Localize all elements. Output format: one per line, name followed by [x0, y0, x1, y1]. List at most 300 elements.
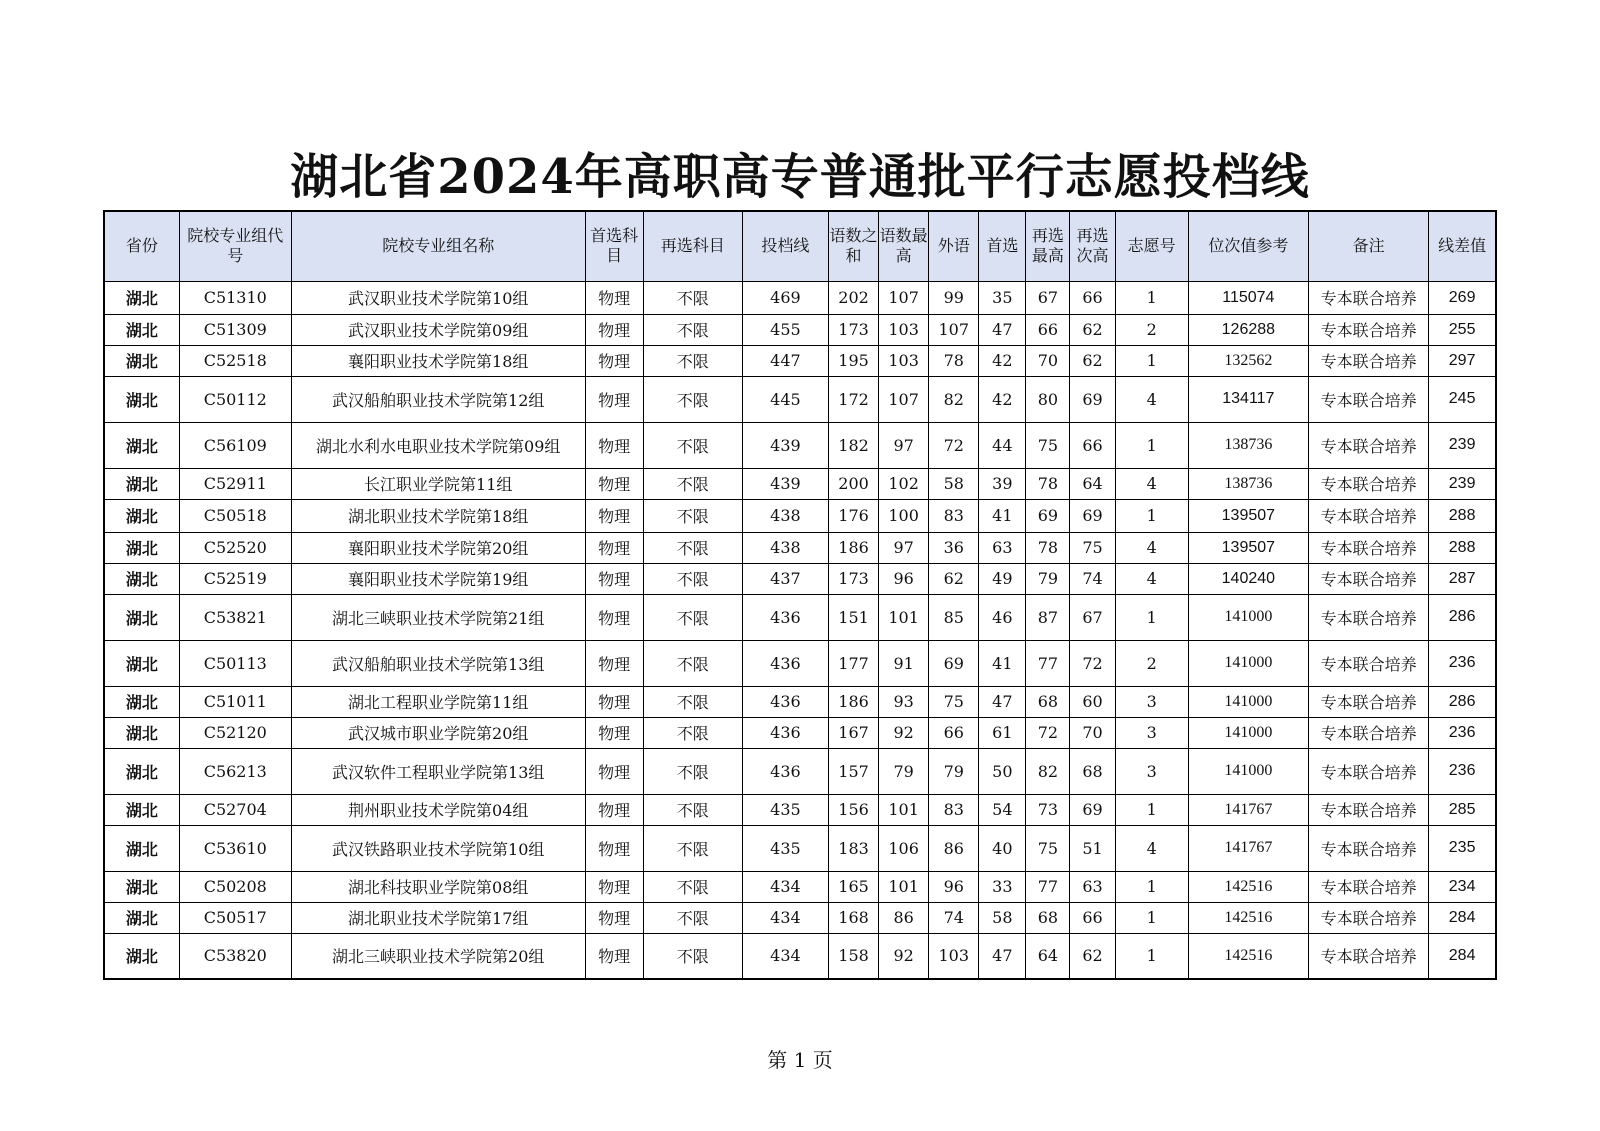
cell-chinese-math-max: 103: [879, 345, 929, 376]
cell-first-choice: 50: [979, 748, 1026, 794]
cell-reselect-max: 64: [1026, 933, 1070, 979]
cell-province: 湖北: [104, 825, 179, 871]
table-row: [104, 422, 1496, 468]
cell-first-choice: 63: [979, 532, 1026, 563]
cell-remark: 专本联合培养: [1308, 422, 1428, 468]
cell-second-subject: 不限: [643, 281, 742, 314]
cell-foreign-language: 66: [929, 717, 979, 748]
cell-code: C56213: [179, 748, 291, 794]
cell-wish-no: 3: [1115, 748, 1188, 794]
cell-rank-ref: 141000: [1188, 594, 1308, 640]
cell-reselect-max: 73: [1026, 794, 1070, 825]
cell-reselect-second: 69: [1070, 376, 1115, 422]
cell-wish-no: 2: [1115, 640, 1188, 686]
cell-reselect-max: 77: [1026, 871, 1070, 902]
cell-chinese-math-sum: 151: [829, 594, 879, 640]
cell-first-choice: 58: [979, 902, 1026, 933]
cell-first-choice: 35: [979, 281, 1026, 314]
cell-chinese-math-sum: 168: [829, 902, 879, 933]
cell-line-diff: 255: [1429, 314, 1496, 345]
cell-code: C50518: [179, 499, 291, 532]
table-header: [104, 211, 1496, 281]
cell-foreign-language: 62: [929, 563, 979, 594]
cell-rank-ref: 139507: [1188, 532, 1308, 563]
cell-remark: 专本联合培养: [1308, 499, 1428, 532]
cell-name: 武汉城市职业学院第20组: [291, 717, 585, 748]
cell-remark: 专本联合培养: [1308, 825, 1428, 871]
cell-foreign-language: 79: [929, 748, 979, 794]
cell-rank-ref: 138736: [1188, 422, 1308, 468]
cell-name: 湖北工程职业学院第11组: [291, 686, 585, 717]
cell-second-subject: 不限: [643, 563, 742, 594]
cell-remark: 专本联合培养: [1308, 468, 1428, 499]
header-remark: 备注: [1308, 211, 1428, 281]
cell-score-line: 436: [742, 594, 828, 640]
cell-reselect-max: 77: [1026, 640, 1070, 686]
cell-remark: 专本联合培养: [1308, 563, 1428, 594]
cell-reselect-max: 78: [1026, 532, 1070, 563]
table-row: [104, 345, 1496, 376]
cell-chinese-math-max: 101: [879, 871, 929, 902]
cell-rank-ref: 142516: [1188, 933, 1308, 979]
table-row: [104, 871, 1496, 902]
cell-name: 武汉软件工程职业学院第13组: [291, 748, 585, 794]
cell-province: 湖北: [104, 748, 179, 794]
cell-second-subject: 不限: [643, 825, 742, 871]
cell-code: C52704: [179, 794, 291, 825]
cell-first-subject: 物理: [585, 640, 643, 686]
cell-foreign-language: 107: [929, 314, 979, 345]
cell-line-diff: 287: [1429, 563, 1496, 594]
cell-remark: 专本联合培养: [1308, 376, 1428, 422]
cell-reselect-second: 68: [1070, 748, 1115, 794]
cell-score-line: 469: [742, 281, 828, 314]
cell-name: 湖北三峡职业技术学院第21组: [291, 594, 585, 640]
cell-first-choice: 49: [979, 563, 1026, 594]
cell-line-diff: 286: [1429, 594, 1496, 640]
cell-second-subject: 不限: [643, 594, 742, 640]
cell-rank-ref: 132562: [1188, 345, 1308, 376]
cell-chinese-math-sum: 167: [829, 717, 879, 748]
cell-reselect-max: 82: [1026, 748, 1070, 794]
header-chinese-math-sum: 语数之和: [829, 211, 879, 281]
cell-first-choice: 61: [979, 717, 1026, 748]
cell-chinese-math-sum: 182: [829, 422, 879, 468]
cell-wish-no: 4: [1115, 376, 1188, 422]
cell-reselect-second: 70: [1070, 717, 1115, 748]
cell-score-line: 435: [742, 794, 828, 825]
cell-first-subject: 物理: [585, 594, 643, 640]
cell-chinese-math-max: 101: [879, 794, 929, 825]
cell-reselect-max: 75: [1026, 422, 1070, 468]
cell-first-subject: 物理: [585, 281, 643, 314]
cell-name: 武汉铁路职业技术学院第10组: [291, 825, 585, 871]
page-number: 第 1 页: [767, 1048, 833, 1072]
table-row: [104, 594, 1496, 640]
cell-province: 湖北: [104, 499, 179, 532]
cell-name: 武汉职业技术学院第10组: [291, 281, 585, 314]
cell-first-choice: 41: [979, 499, 1026, 532]
cell-code: C51011: [179, 686, 291, 717]
table-row: [104, 468, 1496, 499]
cell-code: C53821: [179, 594, 291, 640]
cell-first-subject: 物理: [585, 468, 643, 499]
cell-second-subject: 不限: [643, 640, 742, 686]
cell-first-choice: 42: [979, 376, 1026, 422]
cell-chinese-math-sum: 183: [829, 825, 879, 871]
header-foreign-language: 外语: [929, 211, 979, 281]
cell-first-subject: 物理: [585, 748, 643, 794]
cell-line-diff: 236: [1429, 748, 1496, 794]
cell-score-line: 434: [742, 933, 828, 979]
cell-rank-ref: 142516: [1188, 871, 1308, 902]
cell-name: 湖北水利水电职业技术学院第09组: [291, 422, 585, 468]
cell-foreign-language: 58: [929, 468, 979, 499]
cell-score-line: 439: [742, 468, 828, 499]
cell-line-diff: 239: [1429, 422, 1496, 468]
cell-foreign-language: 69: [929, 640, 979, 686]
cell-first-subject: 物理: [585, 376, 643, 422]
cell-code: C53820: [179, 933, 291, 979]
cell-reselect-second: 63: [1070, 871, 1115, 902]
cell-first-subject: 物理: [585, 825, 643, 871]
cell-score-line: 436: [742, 640, 828, 686]
cell-chinese-math-max: 97: [879, 532, 929, 563]
cell-wish-no: 1: [1115, 794, 1188, 825]
header-second-subject: 再选科目: [643, 211, 742, 281]
cell-rank-ref: 141000: [1188, 717, 1308, 748]
cell-rank-ref: 139507: [1188, 499, 1308, 532]
cell-line-diff: 236: [1429, 717, 1496, 748]
cell-first-subject: 物理: [585, 717, 643, 748]
cell-code: C52911: [179, 468, 291, 499]
cell-province: 湖北: [104, 902, 179, 933]
cell-foreign-language: 85: [929, 594, 979, 640]
cell-second-subject: 不限: [643, 422, 742, 468]
cell-wish-no: 1: [1115, 594, 1188, 640]
cell-line-diff: 288: [1429, 532, 1496, 563]
cell-second-subject: 不限: [643, 902, 742, 933]
cell-remark: 专本联合培养: [1308, 594, 1428, 640]
cell-reselect-max: 68: [1026, 686, 1070, 717]
cell-reselect-second: 69: [1070, 794, 1115, 825]
cell-chinese-math-max: 92: [879, 717, 929, 748]
cell-remark: 专本联合培养: [1308, 640, 1428, 686]
cell-rank-ref: 142516: [1188, 902, 1308, 933]
cell-second-subject: 不限: [643, 532, 742, 563]
cell-second-subject: 不限: [643, 376, 742, 422]
cell-chinese-math-max: 79: [879, 748, 929, 794]
cell-rank-ref: 115074: [1188, 281, 1308, 314]
cell-rank-ref: 141000: [1188, 640, 1308, 686]
cell-code: C51310: [179, 281, 291, 314]
cell-code: C53610: [179, 825, 291, 871]
cell-line-diff: 235: [1429, 825, 1496, 871]
cell-wish-no: 4: [1115, 468, 1188, 499]
cell-province: 湖北: [104, 345, 179, 376]
cell-line-diff: 234: [1429, 871, 1496, 902]
cell-chinese-math-max: 103: [879, 314, 929, 345]
cell-chinese-math-max: 107: [879, 376, 929, 422]
table-row: [104, 314, 1496, 345]
cell-score-line: 455: [742, 314, 828, 345]
cell-reselect-second: 74: [1070, 563, 1115, 594]
cell-wish-no: 2: [1115, 314, 1188, 345]
cell-chinese-math-sum: 157: [829, 748, 879, 794]
cell-rank-ref: 141767: [1188, 825, 1308, 871]
cell-score-line: 436: [742, 748, 828, 794]
cell-first-subject: 物理: [585, 422, 643, 468]
cell-chinese-math-sum: 158: [829, 933, 879, 979]
cell-line-diff: 245: [1429, 376, 1496, 422]
cell-second-subject: 不限: [643, 794, 742, 825]
cell-code: C50112: [179, 376, 291, 422]
cell-second-subject: 不限: [643, 314, 742, 345]
header-line-diff: 线差值: [1429, 211, 1496, 281]
cell-remark: 专本联合培养: [1308, 314, 1428, 345]
table-row: [104, 825, 1496, 871]
cell-first-subject: 物理: [585, 933, 643, 979]
table-row: [104, 499, 1496, 532]
table-row: [104, 281, 1496, 314]
cell-foreign-language: 82: [929, 376, 979, 422]
cell-province: 湖北: [104, 640, 179, 686]
cell-province: 湖北: [104, 594, 179, 640]
cell-chinese-math-max: 93: [879, 686, 929, 717]
cell-chinese-math-max: 107: [879, 281, 929, 314]
cell-province: 湖北: [104, 717, 179, 748]
table-row: [104, 563, 1496, 594]
cell-code: C52519: [179, 563, 291, 594]
header-province: 省份: [104, 211, 179, 281]
cell-wish-no: 1: [1115, 871, 1188, 902]
cell-name: 武汉船舶职业技术学院第12组: [291, 376, 585, 422]
cell-line-diff: 239: [1429, 468, 1496, 499]
cell-wish-no: 1: [1115, 933, 1188, 979]
cell-province: 湖北: [104, 563, 179, 594]
cell-first-choice: 46: [979, 594, 1026, 640]
cell-score-line: 447: [742, 345, 828, 376]
cell-first-subject: 物理: [585, 314, 643, 345]
cell-remark: 专本联合培养: [1308, 717, 1428, 748]
table-row: [104, 794, 1496, 825]
cell-reselect-second: 64: [1070, 468, 1115, 499]
cell-line-diff: 284: [1429, 902, 1496, 933]
cell-code: C52518: [179, 345, 291, 376]
cell-chinese-math-max: 92: [879, 933, 929, 979]
cell-foreign-language: 96: [929, 871, 979, 902]
cell-first-subject: 物理: [585, 902, 643, 933]
cell-score-line: 436: [742, 717, 828, 748]
cell-reselect-max: 75: [1026, 825, 1070, 871]
cell-reselect-max: 79: [1026, 563, 1070, 594]
cell-remark: 专本联合培养: [1308, 794, 1428, 825]
cell-province: 湖北: [104, 376, 179, 422]
table-row: [104, 748, 1496, 794]
cell-name: 荆州职业技术学院第04组: [291, 794, 585, 825]
cell-first-subject: 物理: [585, 563, 643, 594]
cell-foreign-language: 86: [929, 825, 979, 871]
cell-reselect-max: 66: [1026, 314, 1070, 345]
cell-name: 襄阳职业技术学院第19组: [291, 563, 585, 594]
cell-reselect-second: 62: [1070, 314, 1115, 345]
cell-score-line: 438: [742, 532, 828, 563]
header-first-choice: 首选: [979, 211, 1026, 281]
table-body: [104, 281, 1496, 979]
cell-rank-ref: 140240: [1188, 563, 1308, 594]
cell-reselect-second: 62: [1070, 933, 1115, 979]
cell-reselect-max: 67: [1026, 281, 1070, 314]
header-reselect-max: 再选最高: [1026, 211, 1070, 281]
cell-chinese-math-sum: 172: [829, 376, 879, 422]
cell-reselect-second: 66: [1070, 422, 1115, 468]
cell-first-choice: 47: [979, 933, 1026, 979]
cell-chinese-math-max: 101: [879, 594, 929, 640]
cell-foreign-language: 75: [929, 686, 979, 717]
cell-wish-no: 3: [1115, 686, 1188, 717]
cell-first-subject: 物理: [585, 871, 643, 902]
cell-first-choice: 40: [979, 825, 1026, 871]
cell-second-subject: 不限: [643, 686, 742, 717]
cell-reselect-second: 66: [1070, 902, 1115, 933]
cell-province: 湖北: [104, 871, 179, 902]
table-row: [104, 686, 1496, 717]
cell-wish-no: 1: [1115, 499, 1188, 532]
cell-remark: 专本联合培养: [1308, 345, 1428, 376]
cell-reselect-second: 69: [1070, 499, 1115, 532]
cell-reselect-second: 62: [1070, 345, 1115, 376]
cell-first-choice: 47: [979, 686, 1026, 717]
cell-line-diff: 288: [1429, 499, 1496, 532]
cell-second-subject: 不限: [643, 871, 742, 902]
table-row: [104, 933, 1496, 979]
cell-line-diff: 284: [1429, 933, 1496, 979]
cell-chinese-math-sum: 176: [829, 499, 879, 532]
cell-code: C52520: [179, 532, 291, 563]
cell-rank-ref: 141000: [1188, 686, 1308, 717]
cell-remark: 专本联合培养: [1308, 933, 1428, 979]
cell-chinese-math-max: 106: [879, 825, 929, 871]
cell-remark: 专本联合培养: [1308, 902, 1428, 933]
cell-first-choice: 47: [979, 314, 1026, 345]
cell-code: C52120: [179, 717, 291, 748]
cell-province: 湖北: [104, 532, 179, 563]
cell-score-line: 445: [742, 376, 828, 422]
cell-reselect-max: 69: [1026, 499, 1070, 532]
cell-line-diff: 236: [1429, 640, 1496, 686]
admission-score-table: [103, 210, 1497, 980]
cell-wish-no: 4: [1115, 563, 1188, 594]
cell-province: 湖北: [104, 314, 179, 345]
cell-remark: 专本联合培养: [1308, 281, 1428, 314]
cell-reselect-second: 75: [1070, 532, 1115, 563]
cell-first-choice: 39: [979, 468, 1026, 499]
cell-score-line: 438: [742, 499, 828, 532]
cell-wish-no: 1: [1115, 902, 1188, 933]
cell-chinese-math-max: 86: [879, 902, 929, 933]
cell-line-diff: 297: [1429, 345, 1496, 376]
cell-chinese-math-sum: 165: [829, 871, 879, 902]
cell-name: 襄阳职业技术学院第18组: [291, 345, 585, 376]
cell-chinese-math-sum: 173: [829, 563, 879, 594]
cell-name: 湖北职业技术学院第17组: [291, 902, 585, 933]
cell-wish-no: 3: [1115, 717, 1188, 748]
cell-name: 湖北职业技术学院第18组: [291, 499, 585, 532]
cell-line-diff: 269: [1429, 281, 1496, 314]
cell-foreign-language: 99: [929, 281, 979, 314]
cell-remark: 专本联合培养: [1308, 748, 1428, 794]
cell-chinese-math-max: 96: [879, 563, 929, 594]
cell-foreign-language: 83: [929, 794, 979, 825]
cell-first-choice: 42: [979, 345, 1026, 376]
cell-wish-no: 1: [1115, 281, 1188, 314]
cell-foreign-language: 103: [929, 933, 979, 979]
cell-second-subject: 不限: [643, 345, 742, 376]
table-row: [104, 640, 1496, 686]
cell-chinese-math-sum: 177: [829, 640, 879, 686]
cell-code: C56109: [179, 422, 291, 468]
cell-province: 湖北: [104, 686, 179, 717]
table-row: [104, 717, 1496, 748]
cell-province: 湖北: [104, 422, 179, 468]
cell-reselect-second: 67: [1070, 594, 1115, 640]
cell-rank-ref: 141767: [1188, 794, 1308, 825]
cell-chinese-math-max: 100: [879, 499, 929, 532]
cell-rank-ref: 134117: [1188, 376, 1308, 422]
cell-rank-ref: 126288: [1188, 314, 1308, 345]
cell-name: 武汉职业技术学院第09组: [291, 314, 585, 345]
cell-wish-no: 1: [1115, 345, 1188, 376]
cell-chinese-math-max: 97: [879, 422, 929, 468]
cell-name: 湖北三峡职业技术学院第20组: [291, 933, 585, 979]
cell-second-subject: 不限: [643, 933, 742, 979]
cell-reselect-second: 51: [1070, 825, 1115, 871]
cell-reselect-max: 70: [1026, 345, 1070, 376]
cell-remark: 专本联合培养: [1308, 686, 1428, 717]
cell-chinese-math-sum: 186: [829, 532, 879, 563]
cell-chinese-math-sum: 200: [829, 468, 879, 499]
cell-name: 湖北科技职业学院第08组: [291, 871, 585, 902]
cell-reselect-max: 72: [1026, 717, 1070, 748]
cell-wish-no: 1: [1115, 422, 1188, 468]
cell-reselect-max: 68: [1026, 902, 1070, 933]
cell-reselect-max: 78: [1026, 468, 1070, 499]
header-reselect-second: 再选次高: [1070, 211, 1115, 281]
cell-second-subject: 不限: [643, 748, 742, 794]
cell-code: C50113: [179, 640, 291, 686]
header-first-subject: 首选科目: [585, 211, 643, 281]
cell-chinese-math-max: 91: [879, 640, 929, 686]
cell-province: 湖北: [104, 794, 179, 825]
cell-chinese-math-max: 102: [879, 468, 929, 499]
header-chinese-math-max: 语数最高: [879, 211, 929, 281]
cell-foreign-language: 74: [929, 902, 979, 933]
cell-first-choice: 54: [979, 794, 1026, 825]
cell-code: C51309: [179, 314, 291, 345]
cell-remark: 专本联合培养: [1308, 532, 1428, 563]
cell-province: 湖北: [104, 933, 179, 979]
table-row: [104, 532, 1496, 563]
cell-first-subject: 物理: [585, 686, 643, 717]
cell-chinese-math-sum: 195: [829, 345, 879, 376]
cell-foreign-language: 72: [929, 422, 979, 468]
cell-line-diff: 286: [1429, 686, 1496, 717]
cell-score-line: 434: [742, 871, 828, 902]
header-score-line: 投档线: [742, 211, 828, 281]
table-row: [104, 376, 1496, 422]
cell-second-subject: 不限: [643, 468, 742, 499]
table-row: [104, 902, 1496, 933]
